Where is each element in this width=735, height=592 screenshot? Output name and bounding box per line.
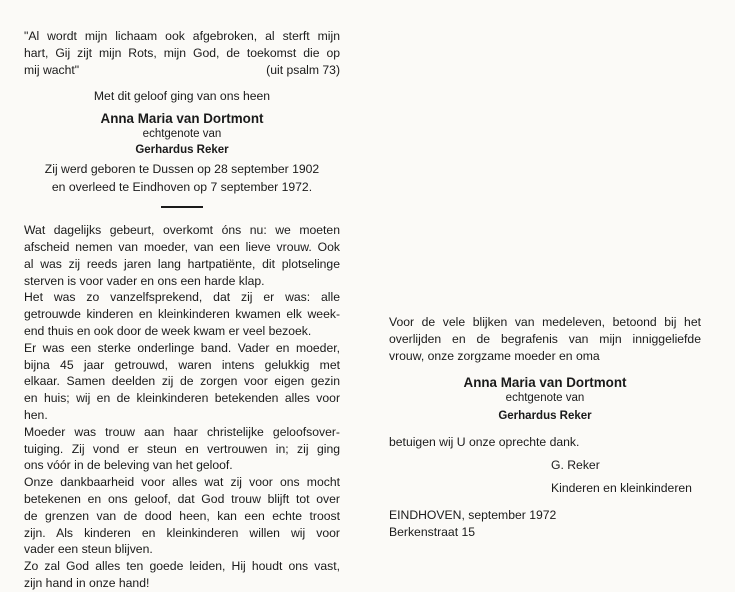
body-line: en huis; wij en de kleinkinderen betekenden alles voor [24, 391, 340, 406]
body-line: zijn. Als kinderen en kleinkinderen willen wij voor [24, 525, 340, 540]
thanks-line: vrouw, onze zorgzame moeder en oma [389, 348, 600, 363]
address: Berkenstraat 15 [389, 524, 476, 539]
thanks-line: Voor de vele blijken van medeleven, betoond bij het [389, 315, 701, 329]
body-line: vader een steun blijven. [24, 542, 153, 557]
body-line: Zo zal God alles ten goede leiden, Hij houdt ons vast, [24, 559, 340, 574]
birth-text: Zij werd geboren te Dussen op 28 september 1902 [44, 162, 320, 177]
spouse-name: Gerhardus Reker [135, 144, 229, 157]
quote-source: (uit psalm 73) [266, 62, 340, 77]
spouse-prefix: echtgenote van [142, 128, 222, 141]
spouse-name: Gerhardus Reker [498, 410, 592, 423]
psalm-quote [24, 28, 340, 78]
body-line: getrouwde kinderen en kleinkinderen kwamen elk week- [24, 307, 340, 322]
body-line: Het was zo vanzelfsprekend, dat zij er was: alle [24, 290, 340, 305]
body-line: Moeder was trouw aan haar christelijke geloofsover- [24, 424, 340, 439]
family-signature: Kinderen en kleinkinderen [551, 480, 692, 495]
body-line: zijn hand in onze hand! [24, 575, 150, 590]
memorial-left-panel [24, 28, 340, 592]
body-line: sterven is voor vader en ons een harde klap. [24, 273, 265, 288]
thanks-text [389, 314, 701, 364]
body-line: Onze dankbaarheid voor alles wat zij voor ons mocht [24, 475, 340, 490]
memorial-text [24, 222, 340, 592]
quote-line: "Al wordt mijn lichaam ook afgebroken, al sterft mijn [24, 29, 340, 43]
deceased-name: Anna Maria van Dortmont [463, 375, 627, 391]
body-line: Er was een sterke onderlinge band. Vader en moeder, [24, 340, 340, 355]
quote-line: hart, Gij zijt mijn Rots, mijn God, de toekomst die op [24, 45, 340, 60]
spouse-prefix: echtgenote van [505, 392, 585, 405]
signer-name: G. Reker [551, 458, 600, 473]
memorial-right-panel [389, 314, 701, 540]
body-line: end thuis en ook door de week kwam er veel bezoek. [24, 323, 312, 338]
body-line: Wat dagelijks gebeurt, overkomt óns nu: we moeten [24, 223, 340, 238]
body-line: al was zij reeds jaren lang hartpatiënte, dit plotselinge [24, 256, 340, 271]
quote-line: mij wacht" [24, 62, 80, 77]
body-line: betekenen en ons geloof, dat God trouw blijft tot over [24, 491, 340, 506]
gratitude-text: betuigen wij U onze oprechte dank. [389, 435, 580, 450]
divider-rule [161, 206, 203, 208]
body-line: afscheid nemen van moeder, van een lieve vrouw. Ook [24, 239, 340, 254]
body-line: elkaar. Samen deelden zij de zorgen voor eigen gezin [24, 374, 340, 389]
thanks-line: overlijden en de begrafenis van mijn inniggeliefde [389, 331, 701, 346]
place-date: EINDHOVEN, september 1972 [389, 507, 557, 522]
deceased-name: Anna Maria van Dortmont [100, 111, 264, 127]
body-line: hen. [24, 407, 48, 422]
intro-text: Met dit geloof ging van ons heen [93, 89, 271, 104]
quote-last-line [24, 62, 340, 79]
body-line: ons vóór in de beleving van het geloof. [24, 458, 233, 473]
body-line: de grenzen van de dood heen, kan een echte troost [24, 508, 340, 523]
body-line: tuiging. Zij vond er steun en vertrouwen in; zij ging [24, 441, 340, 456]
body-line: bijna 45 jaar getrouwd, waren intens gelukkig met [24, 357, 340, 372]
death-text: en overleed te Eindhoven op 7 september 1972. [51, 180, 313, 195]
